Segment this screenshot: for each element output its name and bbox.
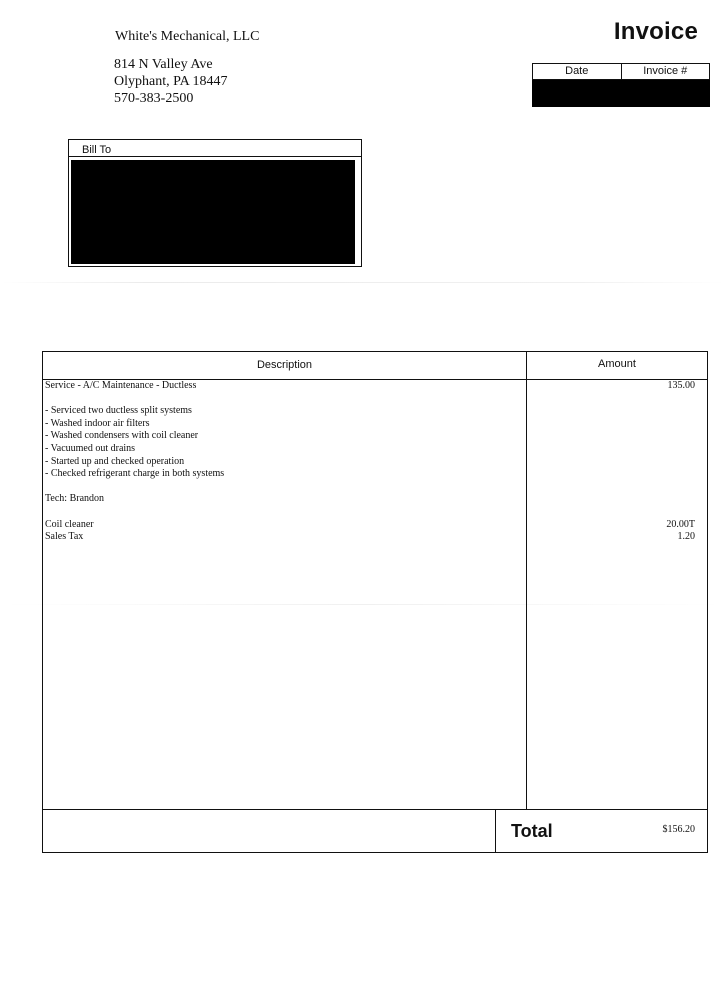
line-item-description: Tech: Brandon — [45, 493, 105, 505]
company-phone: 570-383-2500 — [114, 91, 194, 106]
redacted-bill-to — [71, 160, 355, 264]
line-item-amount — [527, 393, 695, 406]
line-item-description: Coil cleaner — [45, 518, 94, 530]
line-item-description: - Checked refrigerant charge in both systems — [45, 468, 225, 480]
line-item-amount — [527, 456, 695, 469]
line-item-description: - Serviced two ductless split systems — [45, 405, 192, 417]
line-item-amount — [527, 481, 695, 494]
line-item-amount: 1.20 — [677, 531, 695, 543]
line-item-description: Sales Tax — [45, 531, 84, 543]
line-item-amount — [527, 430, 695, 443]
line-item-description: Service - A/C Maintenance - Ductless — [45, 380, 197, 391]
line-item-description — [45, 481, 525, 494]
address-street: 814 N Valley Ave — [114, 57, 213, 72]
total-value: $156.20 — [662, 824, 695, 835]
line-items-table — [42, 351, 708, 810]
bill-to-box — [68, 139, 362, 267]
line-item-amount — [527, 493, 695, 506]
company-name: White's Mechanical, LLC — [115, 29, 260, 44]
line-item-amount — [527, 443, 695, 456]
line-item-description: - Vacuumed out drains — [45, 442, 136, 454]
line-item-amount: 135.00 — [667, 380, 695, 391]
line-item-amount — [527, 468, 695, 481]
address-city: Olyphant, PA 18447 — [114, 74, 228, 89]
paper-fold-line — [0, 282, 726, 283]
total-box — [42, 809, 708, 853]
line-item-amount — [527, 418, 695, 431]
date-label: Date — [565, 65, 589, 77]
total-divider — [495, 810, 496, 852]
amount-header: Amount — [598, 358, 636, 370]
description-header: Description — [256, 359, 313, 371]
line-item-description — [45, 506, 525, 519]
invoice-meta-header — [533, 64, 709, 80]
invoice-number-label: Invoice # — [621, 64, 710, 79]
table-header — [43, 352, 707, 380]
invoice-meta-box — [532, 63, 710, 107]
line-item-amount — [527, 506, 695, 519]
invoice-title: Invoice — [613, 18, 698, 45]
line-item-description — [45, 393, 525, 406]
total-label: Total — [511, 821, 553, 841]
line-item-description: - Washed condensers with coil cleaner — [45, 430, 199, 442]
line-item-amount: 20.00T — [666, 518, 695, 530]
amount-column — [527, 380, 695, 544]
line-item-amount — [527, 405, 695, 418]
line-item-description: - Washed indoor air filters — [45, 417, 150, 429]
line-item-description: - Started up and checked operation — [45, 455, 185, 467]
bill-to-label: Bill To — [69, 140, 361, 157]
redacted-invoice-meta — [532, 80, 710, 107]
description-column — [45, 380, 525, 544]
company-address — [114, 56, 227, 107]
